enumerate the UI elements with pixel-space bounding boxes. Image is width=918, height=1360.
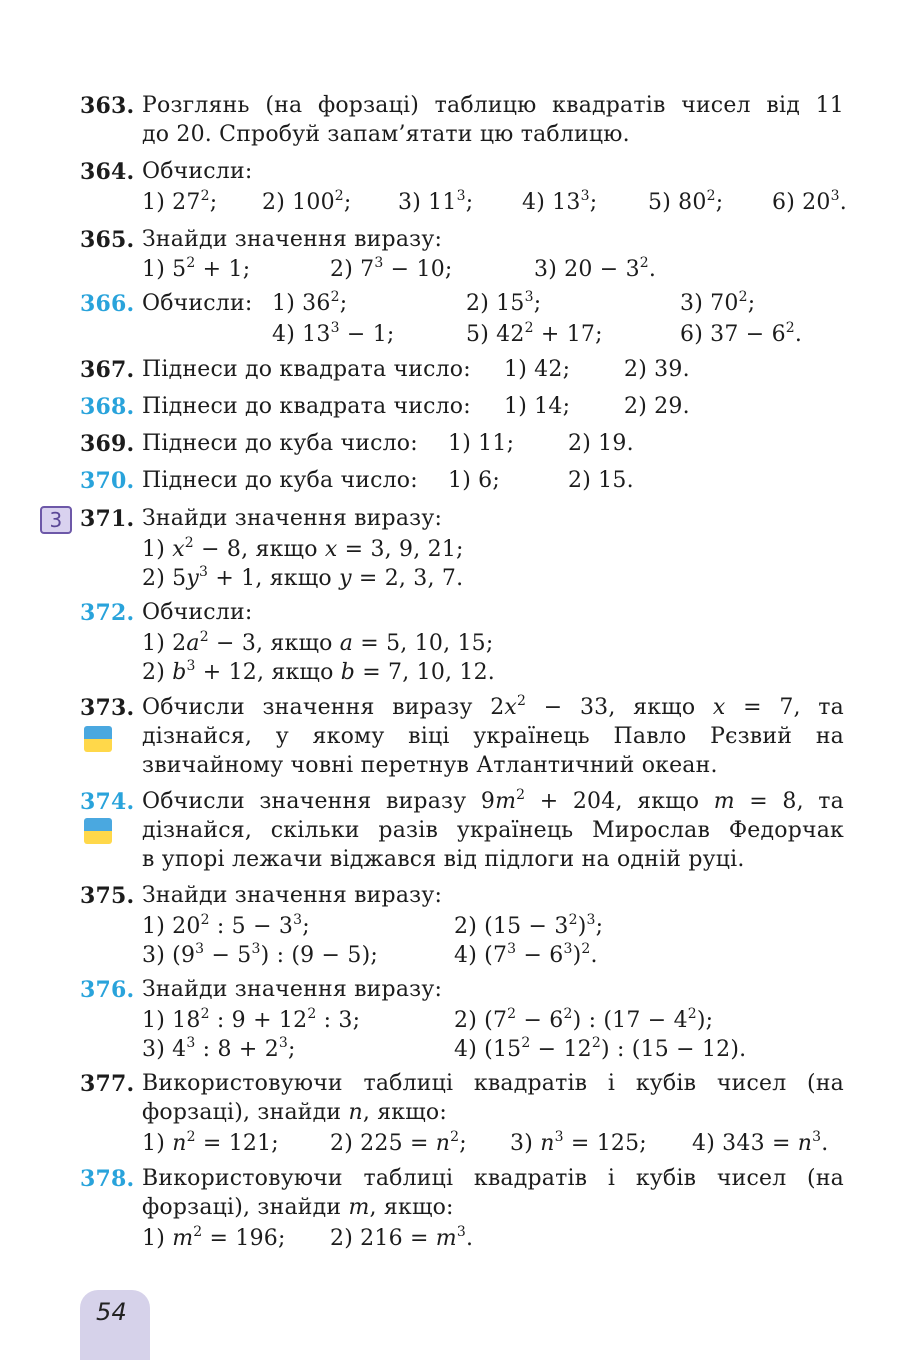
problem-363-line-2: до 20. Спробуй запам’ятати цю таблицю. xyxy=(142,122,630,147)
problem-368-item: 2) 29. xyxy=(624,394,690,419)
problem-number-364: 364. xyxy=(80,159,135,185)
problem-number-370: 370. xyxy=(80,468,135,494)
problem-376-item: 4) $(15^2 - 12^2)$ : (15 − 12). xyxy=(454,1035,747,1062)
problem-378-line-2: форзаці), знайди m, якщо: xyxy=(142,1195,454,1220)
problem-number-363: 363. xyxy=(80,93,135,119)
problem-370-item: 1) 6; xyxy=(448,468,500,493)
problem-373-line-2: дізнайся, у якому віці українець Павло Рєзвий на xyxy=(142,724,844,749)
problem-366-item: 3) $70^2$; xyxy=(680,289,756,316)
problem-370-item: 2) 15. xyxy=(568,468,634,493)
problem-367-item: 2) 39. xyxy=(624,357,690,382)
ukraine-flag-icon xyxy=(84,726,112,752)
problem-365-item: 2) $7^3 - 10$; xyxy=(330,255,453,282)
problem-number-368: 368. xyxy=(80,394,135,420)
problem-377-line-2: форзаці), знайди n, якщо: xyxy=(142,1100,447,1125)
problem-376-item: 1) $18^2$ : $9 + 12^2$ : 3; xyxy=(142,1006,361,1033)
problem-371-item: 2) $5y^3 + 1$, якщо y = 2, 3, 7. xyxy=(142,564,464,591)
problem-number-373: 373. xyxy=(80,695,135,721)
problem-377-item: 3) $n^3 = 125$; xyxy=(510,1129,647,1156)
problem-375-title: Знайди значення виразу: xyxy=(142,883,443,908)
ukraine-flag-icon xyxy=(84,818,112,844)
problem-366-item: 2) $15^3$; xyxy=(466,289,542,316)
problem-366-item: 1) $36^2$; xyxy=(272,289,348,316)
problem-number-365: 365. xyxy=(80,227,135,253)
problem-number-366: 366. xyxy=(80,291,135,317)
problem-374-line-2: дізнайся, скільки разів українець Мирослав Федорчак xyxy=(142,818,844,843)
problem-368-item: 1) 14; xyxy=(504,394,571,419)
problem-367-title: Піднеси до квадрата число: xyxy=(142,357,471,382)
problem-366-item: 6) $37 - 6^2$. xyxy=(680,320,803,347)
problem-364-item: 2) $100^2$; xyxy=(262,188,352,215)
problem-364-item: 5) $80^2$; xyxy=(648,188,724,215)
problem-number-369: 369. xyxy=(80,431,135,457)
problem-370-title: Піднеси до куба число: xyxy=(142,468,418,493)
problem-366-item: 4) $13^3 - 1$; xyxy=(272,320,395,347)
problem-373-line-3: звичайному човні перетнув Атлантичний океан. xyxy=(142,753,718,778)
problem-365-item: 3) $20 - 3^2$. xyxy=(534,255,657,282)
problem-number-377: 377. xyxy=(80,1071,135,1097)
problem-369-title: Піднеси до куба число: xyxy=(142,431,418,456)
problem-366-item: 5) $42^2 + 17$; xyxy=(466,320,603,347)
difficulty-level-marker: 3 xyxy=(40,506,72,534)
problem-371-title: Знайди значення виразу: xyxy=(142,506,443,531)
page-number: 54 xyxy=(96,1298,127,1326)
problem-378-line-1: Використовуючи таблиці квадратів і кубів чисел (на xyxy=(142,1166,844,1191)
problem-378-item: 1) $m^2 = 196$; xyxy=(142,1224,286,1251)
problem-378-item: 2) $216 = m^3$. xyxy=(330,1224,474,1251)
problem-372-title: Обчисли: xyxy=(142,600,253,625)
problem-375-item: 2) $(15 - 3^2)^3$; xyxy=(454,912,604,939)
problem-371-item: 1) $x^2 - 8$, якщо x = 3, 9, 21; xyxy=(142,535,464,562)
problem-368-title: Піднеси до квадрата число: xyxy=(142,394,471,419)
problem-369-item: 2) 19. xyxy=(568,431,634,456)
problem-364-item: 1) $27^2$; xyxy=(142,188,218,215)
problem-376-title: Знайди значення виразу: xyxy=(142,977,443,1002)
problem-364-item: 6) $20^3$. xyxy=(772,188,847,215)
problem-376-item: 3) $4^3$ : $8 + 2^3$; xyxy=(142,1035,296,1062)
problem-375-item: 4) $(7^3 - 6^3)^2$. xyxy=(454,941,598,968)
problem-376-item: 2) $(7^2 - 6^2)$ : $(17 - 4^2)$; xyxy=(454,1006,714,1033)
problem-374-line-1: Обчисли значення виразу $9m^2 + 204$, якщо m = 8, та xyxy=(142,787,844,814)
problem-366-title: Обчисли: xyxy=(142,291,253,316)
problem-number-372: 372. xyxy=(80,600,135,626)
problem-number-374: 374. xyxy=(80,789,135,815)
problem-369-item: 1) 11; xyxy=(448,431,515,456)
problem-number-371: 371. xyxy=(80,506,135,532)
problem-375-item: 1) $20^2$ : $5 - 3^3$; xyxy=(142,912,310,939)
problem-377-item: 2) $225 = n^2$; xyxy=(330,1129,467,1156)
problem-364-item: 4) $13^3$; xyxy=(522,188,598,215)
problem-373-line-1: Обчисли значення виразу $2x^2 - 33$, якщо x = 7, та xyxy=(142,693,844,720)
problem-375-item: 3) $(9^3 - 5^3)$ : (9 − 5); xyxy=(142,941,378,968)
problem-number-376: 376. xyxy=(80,977,135,1003)
problem-372-item: 2) $b^3 + 12$, якщо b = 7, 10, 12. xyxy=(142,658,495,685)
problem-number-375: 375. xyxy=(80,883,135,909)
problem-364-item: 3) $11^3$; xyxy=(398,188,474,215)
problem-number-367: 367. xyxy=(80,357,135,383)
problem-number-378: 378. xyxy=(80,1166,135,1192)
problem-363-line-1: Розглянь (на форзаці) таблицю квадратів чисел від 11 xyxy=(142,93,844,118)
problem-367-item: 1) 42; xyxy=(504,357,571,382)
problem-365-item: 1) $5^2 + 1$; xyxy=(142,255,251,282)
problem-364-title: Обчисли: xyxy=(142,159,253,184)
problem-377-line-1: Використовуючи таблиці квадратів і кубів чисел (на xyxy=(142,1071,844,1096)
problem-377-item: 1) $n^2 = 121$; xyxy=(142,1129,279,1156)
problem-377-item: 4) $343 = n^3$. xyxy=(692,1129,829,1156)
problem-365-title: Знайди значення виразу: xyxy=(142,227,443,252)
problem-372-item: 1) $2a^2 - 3$, якщо a = 5, 10, 15; xyxy=(142,629,494,656)
problem-374-line-3: в упорі лежачи віджався від підлоги на одній руці. xyxy=(142,847,745,872)
